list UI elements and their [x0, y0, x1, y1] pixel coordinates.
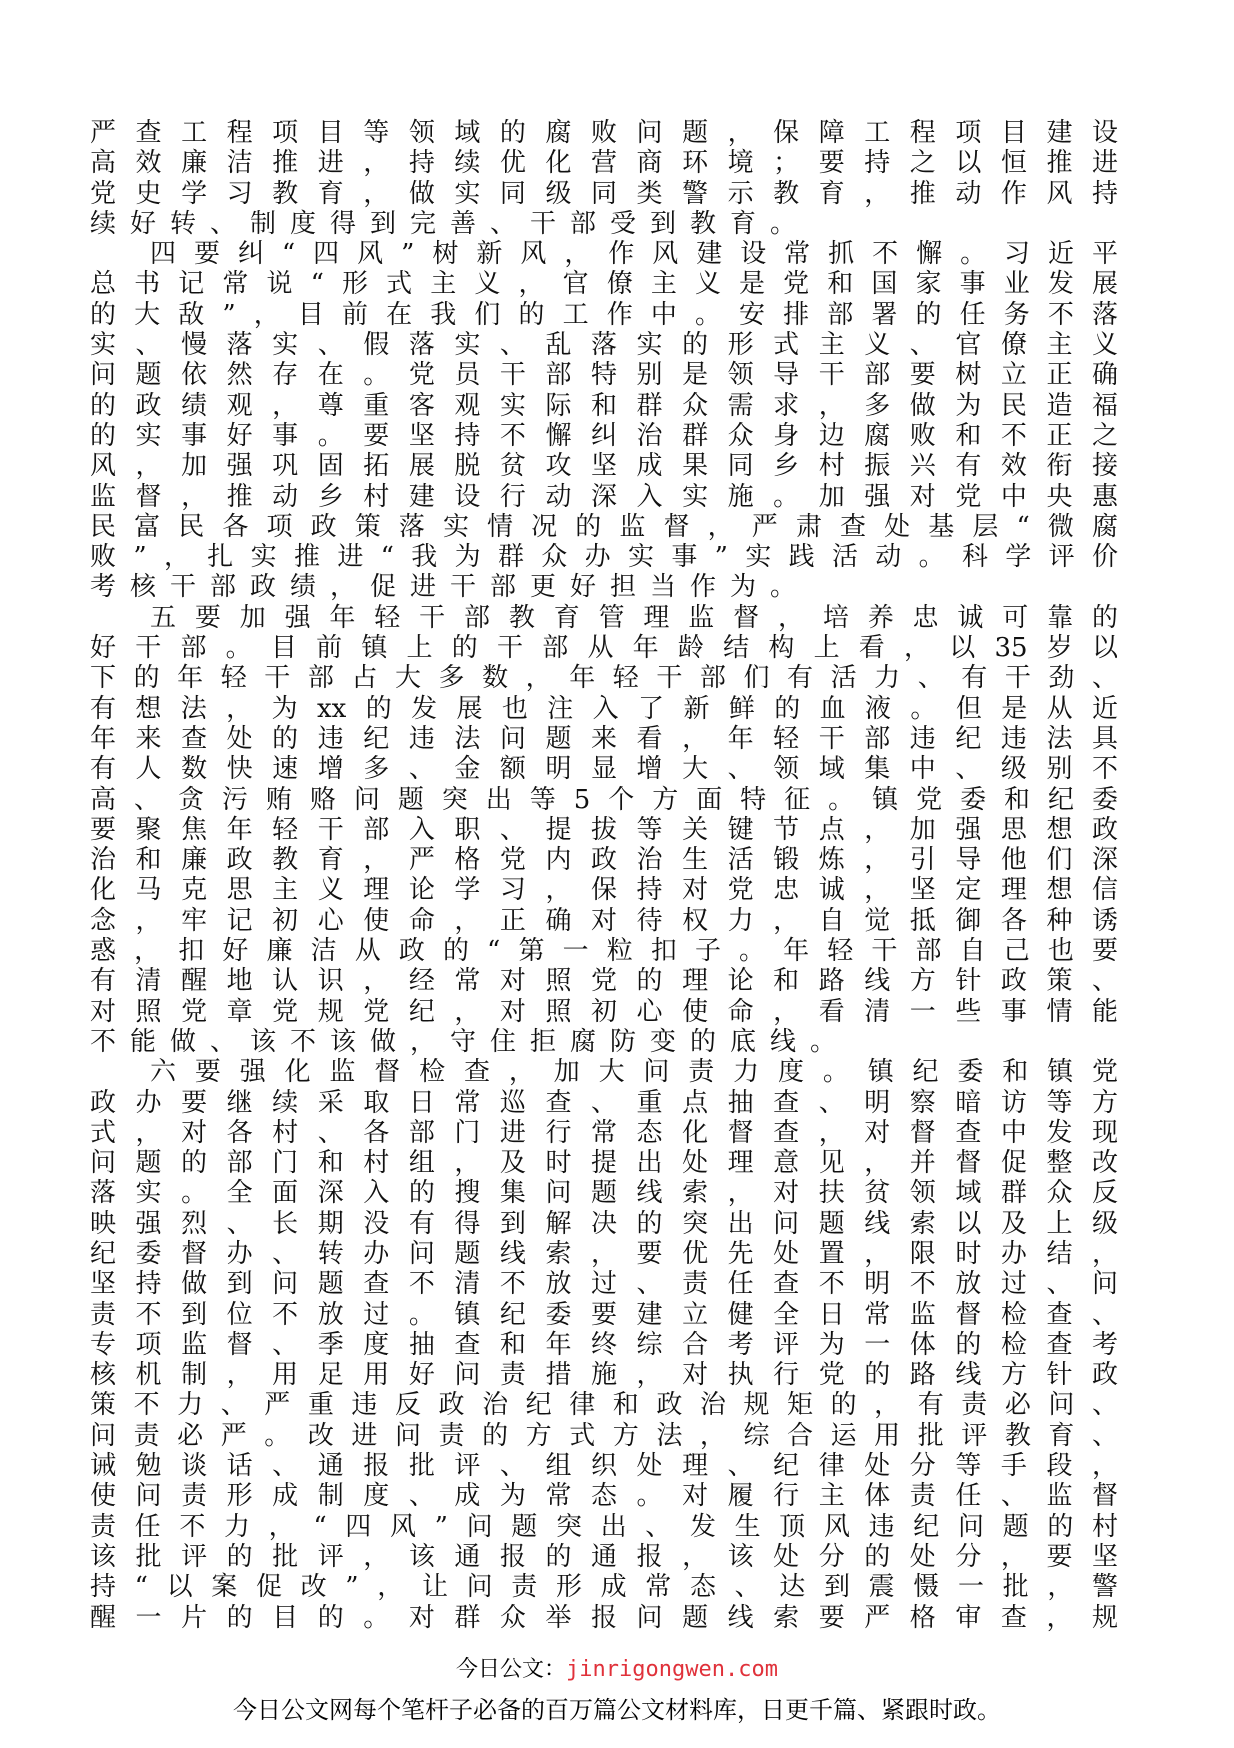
body-line: 责不到位不放过。镇纪委要建立健全日常监督检查、 [90, 1299, 1118, 1330]
body-line: 持“以案促改”，让问责形成常态、达到震慑一批，警 [90, 1572, 1118, 1603]
footer-source [0, 1652, 1234, 1683]
body-line: 下的年轻干部占大多数，年轻干部们有活力、有干劲、 [90, 663, 1118, 694]
body-line: 问责必严。改进问责的方式方法，综合运用批评教育、 [90, 1420, 1118, 1451]
footer-prefix: 今日公文： [456, 1657, 567, 1682]
body-line: 的政绩观，尊重客观实际和群众需求，多做为民造福 [90, 390, 1118, 421]
body-line: 坚持做到问题查不清不放过、责任查不明不放过、问 [90, 1269, 1118, 1300]
body-line: 的实事好事。要坚持不懈纠治群众身边腐败和不正之 [90, 420, 1118, 451]
body-line: 惑，扣好廉洁从政的“第一粒扣子。年轻干部自己也要 [90, 936, 1118, 967]
body-line: 监督，推动乡村建设行动深入实施。加强对党中央惠 [90, 481, 1118, 512]
body-line: 的大敌”，目前在我们的工作中。安排部署的任务不落 [90, 299, 1118, 330]
body-line: 责任不力，“四风”问题突出、发生顶风违纪问题的村 [90, 1511, 1118, 1542]
body-line: 该批评的批评，该通报的通报，该处分的处分，要坚 [90, 1541, 1118, 1572]
body-line: 考核干部政绩，促进干部更好担当作为。 [90, 572, 811, 603]
body-line: 使问责形成制度、成为常态。对履行主体责任、监督 [90, 1481, 1118, 1512]
body-line: 败”，扎实推进“我为群众办实事”实践活动。科学评价 [90, 542, 1118, 573]
body-line: 年来查处的违纪违法问题来看，年轻干部违纪违法具 [90, 723, 1118, 754]
body-line: 映强烈、长期没有得到解决的突出问题线索以及上级 [90, 1208, 1118, 1239]
body-line: 要聚焦年轻干部入职、提拔等关键节点，加强思想政 [90, 814, 1118, 845]
body-text [90, 118, 1118, 1633]
body-line: 专项监督、季度抽查和年终综合考评为一体的检查考 [90, 1329, 1118, 1360]
body-line: 式，对各村、各部门进行常态化督查，对督查中发现 [90, 1117, 1118, 1148]
body-line: 念，牢记初心使命，正确对待权力，自觉抵御各种诱 [90, 905, 1118, 936]
body-line: 民富民各项政策落实情况的监督，严肃查处基层“微腐 [90, 511, 1118, 542]
body-line: 政办要继续采取日常巡查、重点抽查、明察暗访等方 [90, 1087, 1118, 1118]
body-line: 问题依然存在。党员干部特别是领导干部要树立正确 [90, 360, 1118, 391]
body-line: 落实。全面深入的搜集问题线索，对扶贫领域群众反 [90, 1178, 1118, 1209]
body-line: 化马克思主义理论学习，保持对党忠诚，坚定理想信 [90, 875, 1118, 906]
body-line: 有人数快速增多、金额明显增大、领域集中、级别不 [90, 754, 1118, 785]
body-line: 高效廉洁推进，持续优化营商环境；要持之以恒推进 [90, 148, 1118, 179]
body-line: 诫勉谈话、通报批评、组织处理、纪律处分等手段， [90, 1451, 1118, 1482]
body-line: 纪委督办、转办问题线索，要优先处置，限时办结， [90, 1238, 1118, 1269]
body-line: 不能做、该不该做，守住拒腐防变的底线。 [90, 1026, 851, 1057]
body-line: 续好转、制度得到完善、干部受到教育。 [90, 208, 811, 239]
body-line: 核机制，用足用好问责措施，对执行党的路线方针政 [90, 1360, 1118, 1391]
body-line: 有想法，为xx的发展也注入了新鲜的血液。但是从近 [90, 693, 1118, 724]
body-line: 好干部。目前镇上的干部从年龄结构上看，以35岁以 [90, 633, 1118, 664]
body-line: 党史学习教育，做实同级同类警示教育，推动作风持 [90, 178, 1118, 209]
body-line: 严查工程项目等领域的腐败问题，保障工程项目建设 [90, 118, 1118, 148]
body-line: 醒一片的目的。对群众举报问题线索要严格审查，规 [90, 1602, 1118, 1633]
body-line: 治和廉政教育，严格党内政治生活锻炼，引导他们深 [90, 845, 1118, 876]
paragraph-start-line: 五要加强年轻干部教育管理监督，培养忠诚可靠的 [150, 602, 1118, 633]
paragraph-start-line: 六要强化监督检查，加大问责力度。镇纪委和镇党 [150, 1057, 1118, 1088]
body-line: 策不力、严重违反政治纪律和政治规矩的，有责必问、 [90, 1390, 1118, 1421]
body-line: 高、贪污贿赂问题突出等5个方面特征。镇党委和纪委 [90, 784, 1118, 815]
body-line: 问题的部门和村组，及时提出处理意见，并督促整改 [90, 1148, 1118, 1179]
footer-site-link[interactable]: jinrigongwen.com [566, 1657, 778, 1682]
body-line: 总书记常说“形式主义，官僚主义是党和国家事业发展 [90, 269, 1118, 300]
body-line: 有清醒地认识，经常对照党的理论和路线方针政策、 [90, 966, 1118, 997]
body-line: 实、慢落实、假落实、乱落实的形式主义、官僚主义 [90, 330, 1118, 361]
paragraph-start-line: 四要纠“四风”树新风，作风建设常抓不懈。习近平 [150, 239, 1118, 270]
body-line: 风，加强巩固拓展脱贫攻坚成果同乡村振兴有效衔接 [90, 451, 1118, 482]
footer-slogan: 今日公文网每个笔杆子必备的百万篇公文材料库，日更千篇、紧跟时政。 [233, 1696, 1001, 1724]
body-line: 对照党章党规党纪，对照初心使命，看清一些事情能 [90, 996, 1118, 1027]
